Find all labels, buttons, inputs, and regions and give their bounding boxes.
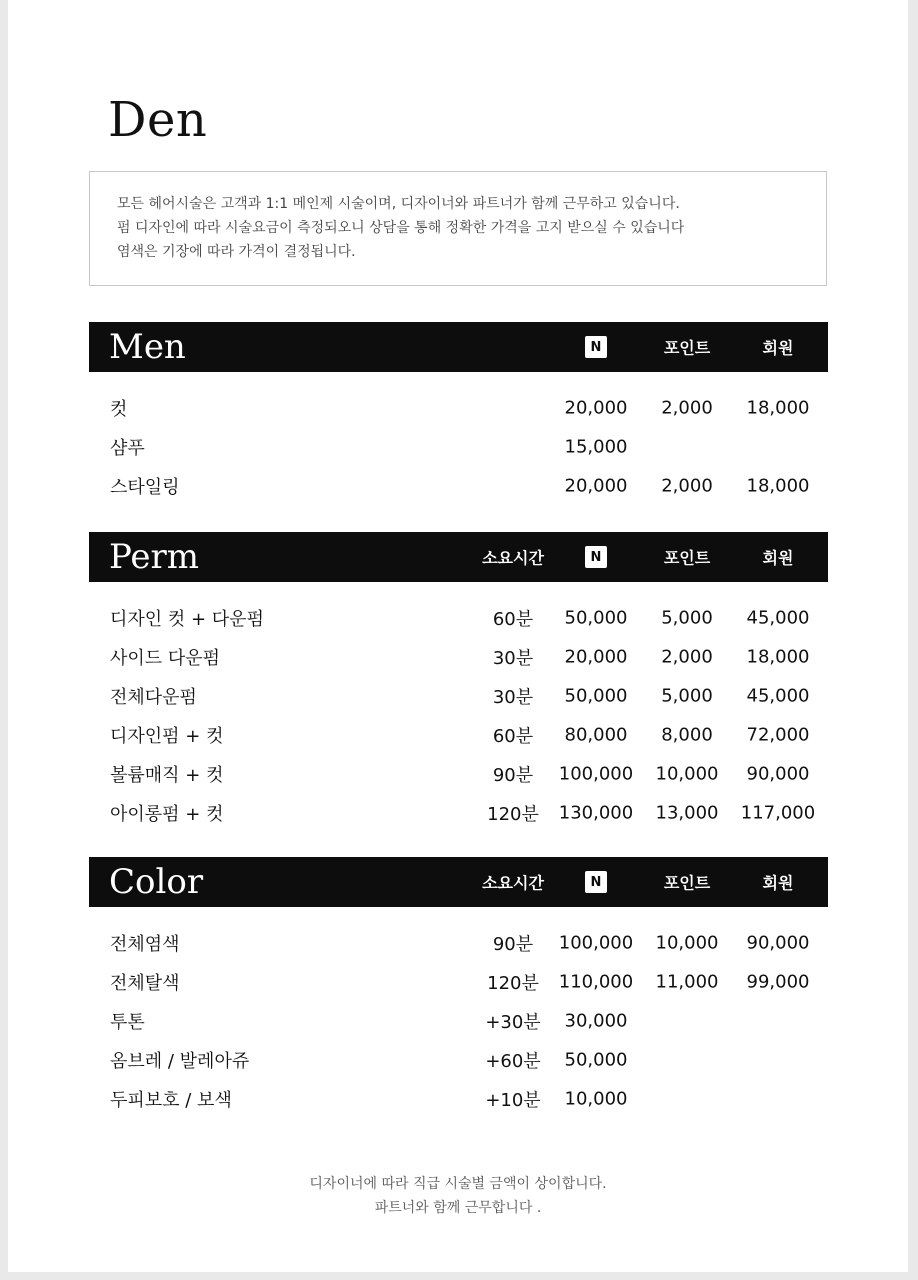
section-header-bar <box>89 532 828 582</box>
service-price: 15,000 <box>564 436 628 457</box>
header-time: 소요시간 <box>482 548 544 568</box>
service-name: 사이드 다운펌 <box>110 647 221 669</box>
price-row <box>89 1040 828 1079</box>
service-name: 컷 <box>110 398 128 420</box>
price-row <box>89 715 828 754</box>
service-point: 11,000 <box>655 971 719 992</box>
service-time: 90분 <box>492 933 534 955</box>
notice-line: 염색은 기장에 따라 가격이 결정됩니다. <box>117 244 356 260</box>
price-row <box>89 1001 828 1040</box>
service-name: 스타일링 <box>110 476 180 498</box>
header-point: 포인트 <box>663 873 711 893</box>
service-member-price: 45,000 <box>746 685 810 706</box>
service-price: 50,000 <box>564 607 628 628</box>
service-price: 50,000 <box>564 685 628 706</box>
service-name: 디자인펌 + 컷 <box>110 725 224 747</box>
service-time: 120분 <box>487 803 539 825</box>
service-point: 2,000 <box>661 646 713 667</box>
section-title: Color <box>109 862 204 902</box>
service-time: 30분 <box>492 686 534 708</box>
service-name: 샴푸 <box>110 437 145 459</box>
service-point: 5,000 <box>661 607 713 628</box>
service-point: 5,000 <box>661 685 713 706</box>
service-time: +30분 <box>485 1011 541 1033</box>
service-member-price: 99,000 <box>746 971 810 992</box>
service-price: 30,000 <box>564 1010 628 1031</box>
service-price: 50,000 <box>564 1049 628 1070</box>
notice-line: 펌 디자인에 따라 시술요금이 측정되오니 상담을 통해 정확한 가격을 고지 받으실 수 있습니다 <box>117 220 685 236</box>
header-time: 소요시간 <box>482 873 544 893</box>
menu-section-color <box>89 857 828 1118</box>
service-time: +60분 <box>485 1050 541 1072</box>
price-row <box>89 962 828 1001</box>
price-rows <box>89 923 828 1118</box>
service-price: 100,000 <box>558 763 634 784</box>
price-row <box>89 676 828 715</box>
menu-section-perm <box>89 532 828 832</box>
price-row <box>89 598 828 637</box>
header-member: 회원 <box>762 873 794 893</box>
service-point: 8,000 <box>661 724 713 745</box>
service-point: 2,000 <box>661 475 713 496</box>
service-price: 110,000 <box>558 971 634 992</box>
footer-note <box>8 1172 908 1220</box>
service-name: 전체탈색 <box>110 972 180 994</box>
service-point: 2,000 <box>661 397 713 418</box>
service-time: 120분 <box>487 972 539 994</box>
service-point: 10,000 <box>655 763 719 784</box>
notice-line: 모든 헤어시술은 고객과 1:1 메인제 시술이며, 디자이너와 파트너가 함께 근무하고 있습니다. <box>117 196 680 212</box>
price-row <box>89 754 828 793</box>
service-name: 두피보호 / 보색 <box>110 1089 232 1111</box>
section-title: Men <box>109 327 186 367</box>
service-name: 투톤 <box>110 1011 145 1033</box>
brand-title: Den <box>108 92 208 148</box>
price-row <box>89 923 828 962</box>
price-row <box>89 427 828 466</box>
service-member-price: 117,000 <box>740 802 816 823</box>
service-price: 20,000 <box>564 397 628 418</box>
service-price: 130,000 <box>558 802 634 823</box>
section-title: Perm <box>109 537 199 577</box>
service-time: 90분 <box>492 764 534 786</box>
service-price: 20,000 <box>564 646 628 667</box>
service-name: 아이롱펌 + 컷 <box>110 803 224 825</box>
price-row <box>89 1079 828 1118</box>
header-member: 회원 <box>762 548 794 568</box>
naver-n-icon <box>585 336 607 358</box>
naver-n-icon <box>585 871 607 893</box>
footer-line: 디자이너에 따라 직급 시술별 금액이 상이합니다. <box>309 1176 607 1192</box>
service-member-price: 72,000 <box>746 724 810 745</box>
service-time: 60분 <box>492 608 534 630</box>
service-name: 디자인 컷 + 다운펌 <box>110 608 264 630</box>
service-member-price: 18,000 <box>746 397 810 418</box>
service-member-price: 18,000 <box>746 475 810 496</box>
header-point: 포인트 <box>663 338 711 358</box>
service-name: 전체다운펌 <box>110 686 197 708</box>
service-member-price: 90,000 <box>746 763 810 784</box>
price-row <box>89 388 828 427</box>
section-header-bar <box>89 857 828 907</box>
price-menu-page <box>8 0 908 1272</box>
service-time: 60분 <box>492 725 534 747</box>
service-name: 옴브레 / 발레아쥬 <box>110 1050 250 1072</box>
service-member-price: 90,000 <box>746 932 810 953</box>
service-member-price: 45,000 <box>746 607 810 628</box>
menu-section-men <box>89 322 828 505</box>
service-price: 10,000 <box>564 1088 628 1109</box>
price-row <box>89 637 828 676</box>
naver-n-icon <box>585 546 607 568</box>
section-header-bar <box>89 322 828 372</box>
price-row <box>89 793 828 832</box>
service-price: 20,000 <box>564 475 628 496</box>
price-row <box>89 466 828 505</box>
header-member: 회원 <box>762 338 794 358</box>
service-time: +10분 <box>485 1089 541 1111</box>
price-rows <box>89 388 828 505</box>
service-price: 80,000 <box>564 724 628 745</box>
service-price: 100,000 <box>558 932 634 953</box>
service-member-price: 18,000 <box>746 646 810 667</box>
footer-line: 파트너와 함께 근무합니다 . <box>374 1200 542 1216</box>
service-name: 전체염색 <box>110 933 180 955</box>
service-name: 볼륨매직 + 컷 <box>110 764 224 786</box>
header-point: 포인트 <box>663 548 711 568</box>
price-rows <box>89 598 828 832</box>
service-point: 10,000 <box>655 932 719 953</box>
notice-box <box>89 171 827 286</box>
naver-n-letter: N <box>590 874 602 890</box>
naver-n-letter: N <box>590 339 602 355</box>
naver-n-letter: N <box>590 549 602 565</box>
service-point: 13,000 <box>655 802 719 823</box>
service-time: 30분 <box>492 647 534 669</box>
